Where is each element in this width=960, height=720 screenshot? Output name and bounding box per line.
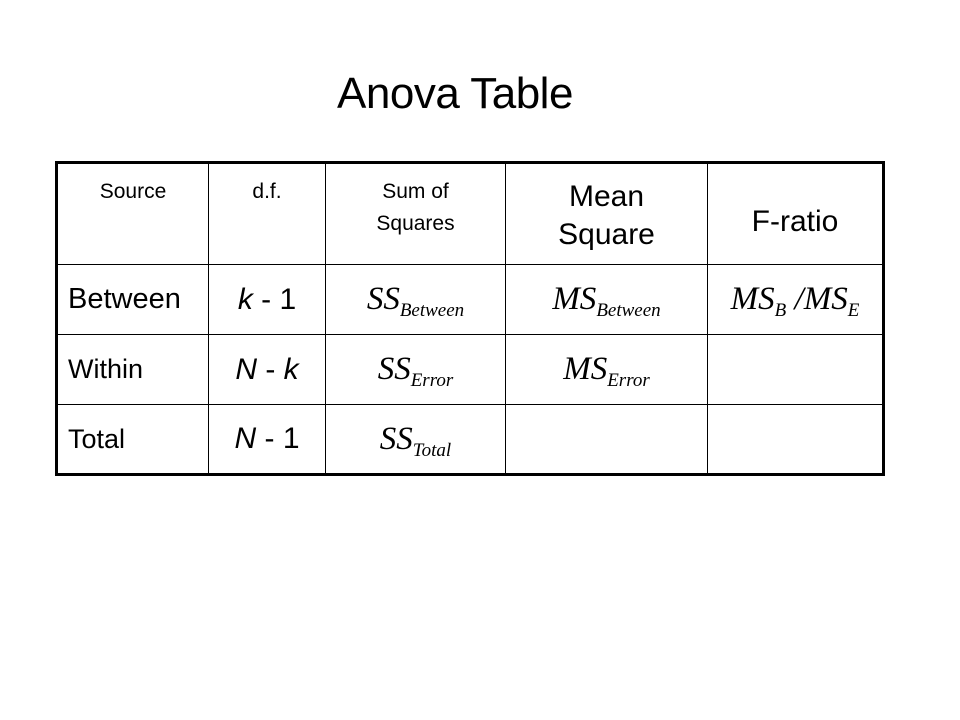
header-ss-line2: Squares (376, 212, 455, 235)
table-row (57, 335, 884, 405)
header-sum-of-squares (326, 163, 506, 265)
df-var: k (237, 282, 253, 316)
row-source-within: Within (57, 335, 209, 405)
ms-base: MS (563, 351, 608, 387)
row-df-between (209, 265, 326, 335)
row-f-between (708, 265, 884, 335)
df-term: 1 (279, 282, 297, 316)
row-source-total: Total (57, 405, 209, 475)
header-source: Source (57, 163, 209, 265)
table-header-row (57, 163, 884, 265)
row-ms-between (506, 265, 708, 335)
row-df-within (209, 335, 326, 405)
f-num-sub: B (774, 300, 787, 321)
ss-sub: Total (412, 439, 452, 461)
ss-base: SS (377, 351, 411, 387)
header-mean-square (506, 163, 708, 265)
row-ms-within (506, 335, 708, 405)
f-num-base: MS (730, 281, 775, 317)
ss-sub: Between (399, 300, 465, 321)
row-f-total (708, 405, 884, 475)
anova-table (55, 161, 885, 476)
ss-base: SS (366, 281, 400, 317)
table-row (57, 265, 884, 335)
row-df-total (209, 405, 326, 475)
header-ms-line2: Square (558, 218, 655, 251)
header-ms-line1: Mean (568, 180, 645, 213)
df-var: N (234, 422, 257, 455)
row-ss-total (326, 405, 506, 475)
ss-sub: Error (410, 370, 454, 391)
header-df: d.f. (209, 163, 326, 265)
row-source-between: Between (57, 265, 209, 335)
header-f-ratio: F-ratio (708, 163, 884, 265)
df-op: - (256, 422, 283, 455)
f-den-base: MS (803, 281, 848, 317)
ms-sub: Between (596, 300, 661, 321)
ms-base: MS (552, 281, 597, 317)
df-op: - (257, 352, 284, 386)
f-sep: / (786, 281, 804, 317)
row-ss-within (326, 335, 506, 405)
ms-sub: Error (607, 370, 650, 391)
row-ms-total (506, 405, 708, 475)
page-title: Anova Table (337, 69, 573, 118)
header-ss-line1: Sum of (382, 180, 449, 203)
row-ss-between (326, 265, 506, 335)
ss-base: SS (379, 420, 413, 457)
f-den-sub: E (847, 300, 860, 321)
row-f-within (708, 335, 884, 405)
df-term: 1 (282, 422, 300, 455)
df-term: k (283, 352, 299, 386)
df-var: N (235, 352, 257, 386)
df-op: - (252, 282, 280, 316)
table-row (57, 405, 884, 475)
